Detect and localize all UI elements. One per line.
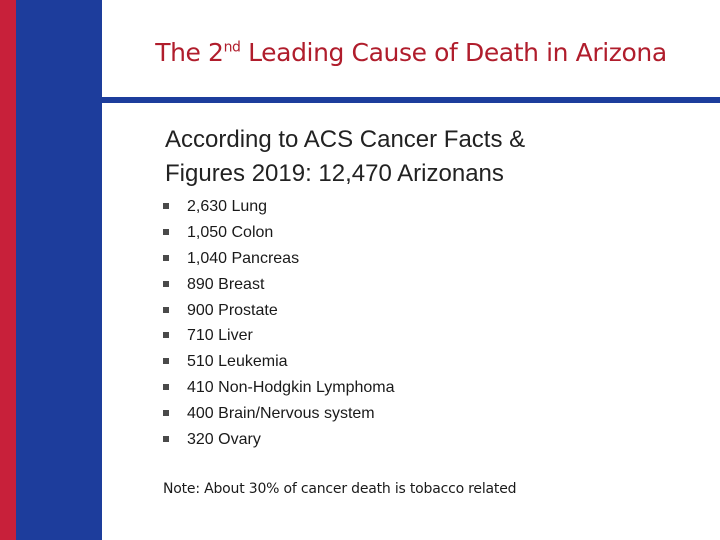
title-divider: [102, 97, 720, 103]
left-red-stripe: [0, 0, 16, 540]
list-item-text: 890 Breast: [187, 275, 265, 293]
left-blue-stripe: [16, 0, 102, 540]
title-suffix: Leading Cause of Death in Arizona: [240, 38, 667, 67]
square-bullet-icon: [163, 203, 169, 209]
square-bullet-icon: [163, 410, 169, 416]
title-prefix: The 2: [155, 38, 224, 67]
square-bullet-icon: [163, 255, 169, 261]
footnote: Note: About 30% of cancer death is tobacco related: [163, 481, 517, 497]
list-item-text: 400 Brain/Nervous system: [187, 405, 375, 423]
intro-line-1: According to ACS Cancer Facts &: [165, 126, 526, 153]
list-item-text: 900 Prostate: [187, 301, 278, 319]
square-bullet-icon: [163, 358, 169, 364]
list-item-text: 710 Liver: [187, 327, 253, 345]
square-bullet-icon: [163, 384, 169, 390]
square-bullet-icon: [163, 436, 169, 442]
list-item-text: 510 Leukemia: [187, 353, 288, 371]
list-item-text: 410 Non-Hodgkin Lymphoma: [187, 379, 395, 397]
square-bullet-icon: [163, 332, 169, 338]
intro-text: [165, 123, 685, 191]
slide-title: [102, 38, 720, 67]
square-bullet-icon: [163, 281, 169, 287]
list-item-text: 1,040 Pancreas: [187, 249, 300, 267]
list-item-text: 2,630 Lung: [187, 198, 268, 215]
list-item-text: 1,050 Colon: [187, 223, 274, 241]
square-bullet-icon: [163, 307, 169, 313]
title-superscript: nd: [223, 39, 241, 56]
intro-line-2: Figures 2019: 12,470 Arizonans: [165, 160, 504, 187]
square-bullet-icon: [163, 229, 169, 235]
list-item-text: 320 Ovary: [187, 431, 261, 449]
